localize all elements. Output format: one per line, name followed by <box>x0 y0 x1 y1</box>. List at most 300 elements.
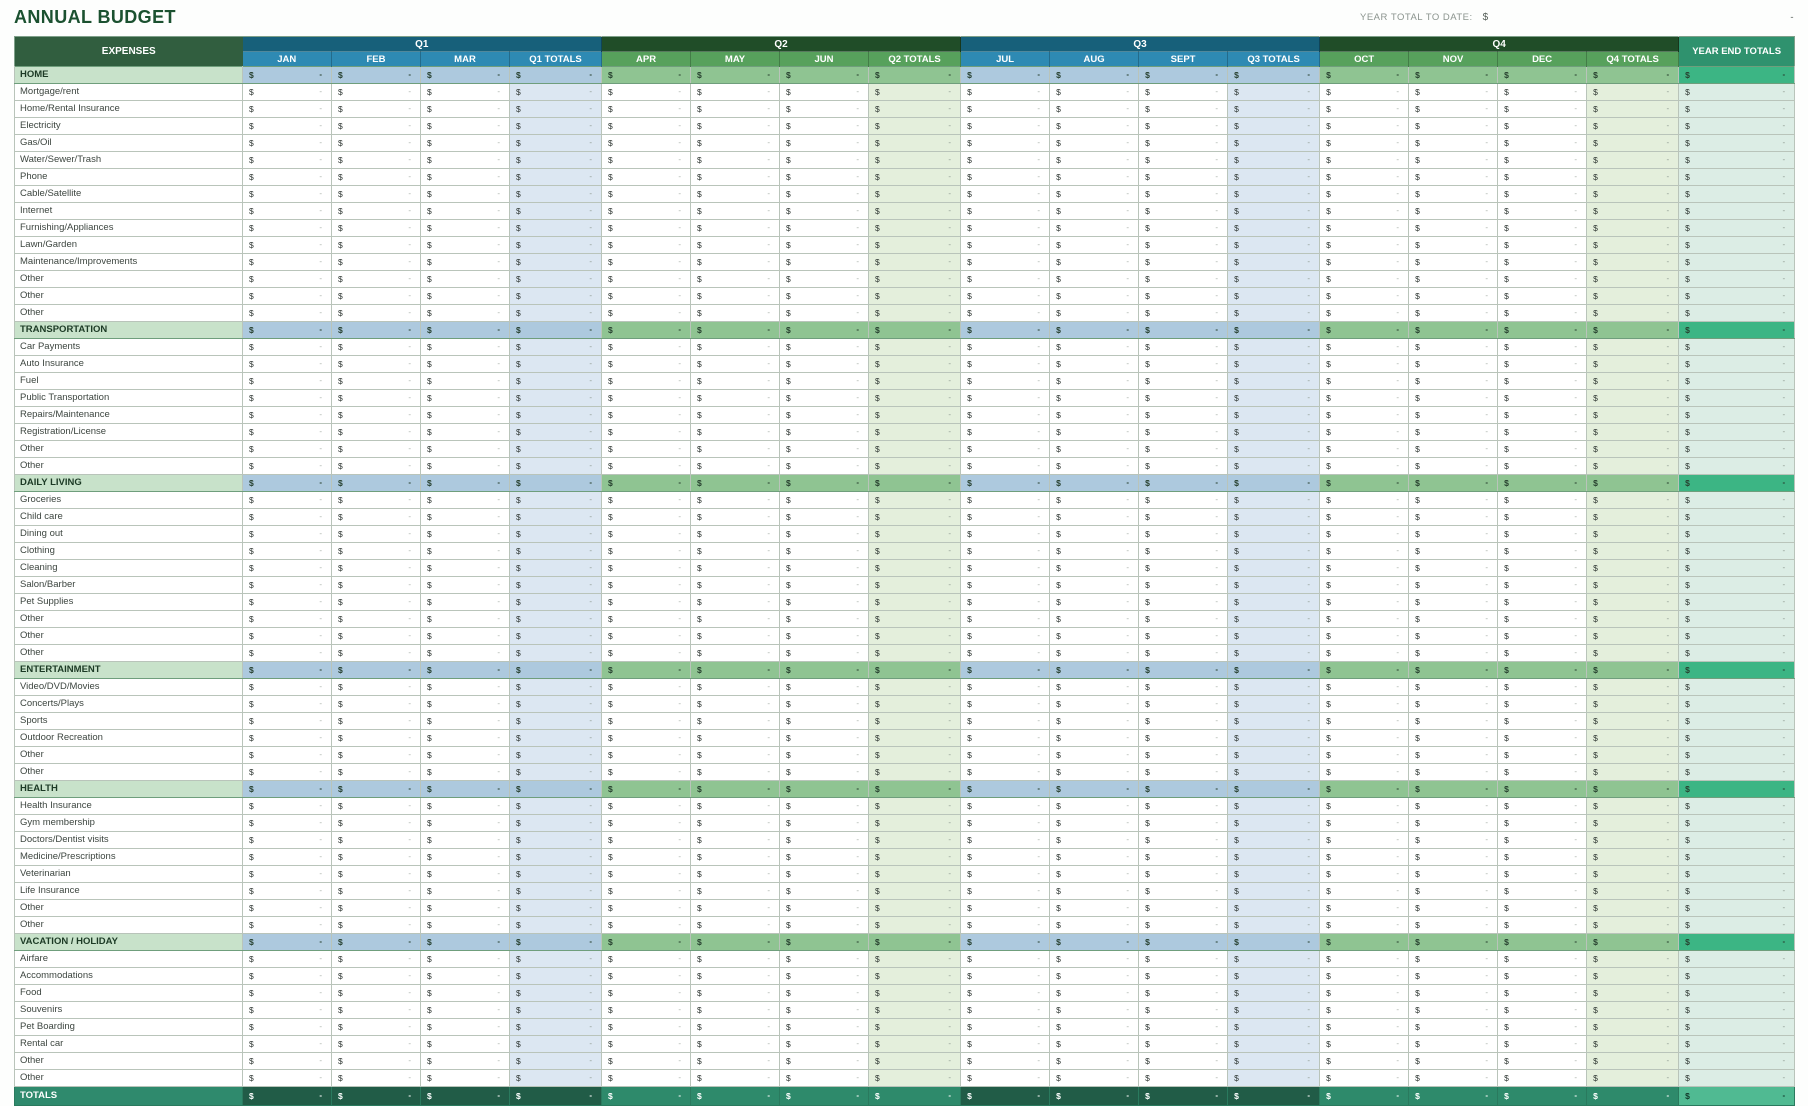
quarter-totals-cell[interactable] <box>510 866 602 883</box>
month-value-cell[interactable] <box>780 373 869 390</box>
month-value-cell[interactable] <box>1050 441 1139 458</box>
grand-total-cell[interactable] <box>1139 1087 1228 1106</box>
quarter-totals-cell[interactable] <box>1228 917 1320 934</box>
month-value-cell[interactable] <box>961 543 1050 560</box>
month-value-cell[interactable] <box>691 135 780 152</box>
year-end-cell[interactable] <box>1679 339 1795 356</box>
quarter-totals-cell[interactable] <box>510 424 602 441</box>
month-value-cell[interactable] <box>961 628 1050 645</box>
month-value-cell[interactable] <box>332 271 421 288</box>
quarter-totals-cell[interactable] <box>510 458 602 475</box>
month-value-cell[interactable] <box>961 237 1050 254</box>
quarter-totals-cell[interactable] <box>510 900 602 917</box>
month-value-cell[interactable] <box>243 1002 332 1019</box>
month-value-cell[interactable] <box>961 101 1050 118</box>
section-value-cell[interactable] <box>1587 662 1679 679</box>
month-value-cell[interactable] <box>243 985 332 1002</box>
month-value-cell[interactable] <box>602 985 691 1002</box>
expense-label[interactable]: Car Payments <box>15 339 243 356</box>
section-value-cell[interactable] <box>1320 322 1409 339</box>
month-value-cell[interactable] <box>332 237 421 254</box>
quarter-totals-cell[interactable] <box>510 356 602 373</box>
quarter-totals-cell[interactable] <box>1587 849 1679 866</box>
quarter-totals-cell[interactable] <box>869 645 961 662</box>
quarter-totals-cell[interactable] <box>869 441 961 458</box>
month-value-cell[interactable] <box>332 169 421 186</box>
month-value-cell[interactable] <box>1498 509 1587 526</box>
quarter-totals-cell[interactable] <box>1228 679 1320 696</box>
year-end-cell[interactable] <box>1679 917 1795 934</box>
month-value-cell[interactable] <box>332 951 421 968</box>
month-value-cell[interactable] <box>780 917 869 934</box>
year-end-cell[interactable] <box>1679 900 1795 917</box>
month-value-cell[interactable] <box>332 1002 421 1019</box>
month-value-cell[interactable] <box>332 135 421 152</box>
month-value-cell[interactable] <box>780 696 869 713</box>
quarter-totals-cell[interactable] <box>510 492 602 509</box>
month-value-cell[interactable] <box>421 509 510 526</box>
expense-label[interactable]: Other <box>15 271 243 288</box>
month-value-cell[interactable] <box>602 798 691 815</box>
expense-label[interactable]: Medicine/Prescriptions <box>15 849 243 866</box>
month-value-cell[interactable] <box>602 866 691 883</box>
quarter-totals-cell[interactable] <box>510 390 602 407</box>
month-value-cell[interactable] <box>1409 985 1498 1002</box>
month-value-cell[interactable] <box>421 1002 510 1019</box>
month-value-cell[interactable] <box>780 220 869 237</box>
section-value-cell[interactable] <box>869 67 961 84</box>
month-value-cell[interactable] <box>1320 424 1409 441</box>
month-value-cell[interactable] <box>1498 203 1587 220</box>
quarter-totals-cell[interactable] <box>1228 152 1320 169</box>
month-value-cell[interactable] <box>961 339 1050 356</box>
month-value-cell[interactable] <box>421 951 510 968</box>
month-value-cell[interactable] <box>421 594 510 611</box>
quarter-totals-cell[interactable] <box>869 968 961 985</box>
month-value-cell[interactable] <box>1320 815 1409 832</box>
month-value-cell[interactable] <box>1409 169 1498 186</box>
month-value-cell[interactable] <box>332 101 421 118</box>
quarter-totals-cell[interactable] <box>869 611 961 628</box>
month-value-cell[interactable] <box>961 985 1050 1002</box>
quarter-totals-cell[interactable] <box>1228 288 1320 305</box>
month-value-cell[interactable] <box>691 951 780 968</box>
month-value-cell[interactable] <box>602 832 691 849</box>
month-value-cell[interactable] <box>1320 1036 1409 1053</box>
quarter-totals-cell[interactable] <box>1228 509 1320 526</box>
month-value-cell[interactable] <box>961 917 1050 934</box>
month-value-cell[interactable] <box>1320 118 1409 135</box>
quarter-totals-cell[interactable] <box>510 815 602 832</box>
month-value-cell[interactable] <box>602 288 691 305</box>
month-value-cell[interactable] <box>780 798 869 815</box>
month-value-cell[interactable] <box>1139 390 1228 407</box>
expense-label[interactable]: Child care <box>15 509 243 526</box>
quarter-totals-cell[interactable] <box>869 220 961 237</box>
section-value-cell[interactable] <box>1228 781 1320 798</box>
month-value-cell[interactable] <box>1409 883 1498 900</box>
quarter-totals-cell[interactable] <box>1587 679 1679 696</box>
section-value-cell[interactable] <box>1498 67 1587 84</box>
month-value-cell[interactable] <box>1409 407 1498 424</box>
month-value-cell[interactable] <box>780 356 869 373</box>
section-value-cell[interactable] <box>243 475 332 492</box>
month-value-cell[interactable] <box>961 407 1050 424</box>
section-value-cell[interactable] <box>1228 67 1320 84</box>
month-value-cell[interactable] <box>961 458 1050 475</box>
month-value-cell[interactable] <box>243 1036 332 1053</box>
month-value-cell[interactable] <box>1139 271 1228 288</box>
month-value-cell[interactable] <box>332 220 421 237</box>
month-value-cell[interactable] <box>961 951 1050 968</box>
quarter-totals-cell[interactable] <box>869 118 961 135</box>
quarter-totals-cell[interactable] <box>1228 407 1320 424</box>
quarter-totals-cell[interactable] <box>1228 356 1320 373</box>
grand-total-cell[interactable] <box>961 1087 1050 1106</box>
month-value-cell[interactable] <box>691 543 780 560</box>
grand-total-cell[interactable] <box>1409 1087 1498 1106</box>
month-value-cell[interactable] <box>780 458 869 475</box>
grand-total-cell[interactable] <box>869 1087 961 1106</box>
month-value-cell[interactable] <box>1498 441 1587 458</box>
month-value-cell[interactable] <box>1050 679 1139 696</box>
month-value-cell[interactable] <box>332 526 421 543</box>
month-value-cell[interactable] <box>1409 611 1498 628</box>
quarter-totals-cell[interactable] <box>1587 713 1679 730</box>
month-value-cell[interactable] <box>1139 543 1228 560</box>
month-value-cell[interactable] <box>1320 577 1409 594</box>
quarter-totals-cell[interactable] <box>869 849 961 866</box>
quarter-totals-cell[interactable] <box>1587 101 1679 118</box>
month-value-cell[interactable] <box>1409 679 1498 696</box>
month-value-cell[interactable] <box>1320 543 1409 560</box>
month-value-cell[interactable] <box>1320 1053 1409 1070</box>
month-value-cell[interactable] <box>1050 866 1139 883</box>
month-value-cell[interactable] <box>1139 220 1228 237</box>
month-value-cell[interactable] <box>602 1070 691 1087</box>
month-value-cell[interactable] <box>332 917 421 934</box>
quarter-totals-cell[interactable] <box>869 526 961 543</box>
month-value-cell[interactable] <box>961 713 1050 730</box>
month-value-cell[interactable] <box>1139 1036 1228 1053</box>
month-value-cell[interactable] <box>1050 968 1139 985</box>
month-value-cell[interactable] <box>602 339 691 356</box>
month-value-cell[interactable] <box>1498 645 1587 662</box>
quarter-totals-cell[interactable] <box>869 152 961 169</box>
month-value-cell[interactable] <box>1320 135 1409 152</box>
quarter-totals-cell[interactable] <box>510 1070 602 1087</box>
month-value-cell[interactable] <box>602 254 691 271</box>
month-value-cell[interactable] <box>1409 84 1498 101</box>
year-end-cell[interactable] <box>1679 509 1795 526</box>
quarter-totals-cell[interactable] <box>1587 1002 1679 1019</box>
month-value-cell[interactable] <box>243 492 332 509</box>
month-value-cell[interactable] <box>691 849 780 866</box>
month-value-cell[interactable] <box>691 288 780 305</box>
quarter-totals-cell[interactable] <box>869 747 961 764</box>
month-value-cell[interactable] <box>1498 169 1587 186</box>
month-value-cell[interactable] <box>1409 254 1498 271</box>
month-value-cell[interactable] <box>1409 1036 1498 1053</box>
month-value-cell[interactable] <box>961 764 1050 781</box>
quarter-totals-cell[interactable] <box>510 373 602 390</box>
month-value-cell[interactable] <box>961 135 1050 152</box>
month-value-cell[interactable] <box>1139 84 1228 101</box>
month-value-cell[interactable] <box>780 288 869 305</box>
month-value-cell[interactable] <box>1050 237 1139 254</box>
month-value-cell[interactable] <box>421 543 510 560</box>
quarter-totals-cell[interactable] <box>869 866 961 883</box>
expense-label[interactable]: Electricity <box>15 118 243 135</box>
section-value-cell[interactable] <box>1228 934 1320 951</box>
section-value-cell[interactable] <box>602 662 691 679</box>
quarter-totals-cell[interactable] <box>510 135 602 152</box>
month-value-cell[interactable] <box>691 815 780 832</box>
quarter-totals-cell[interactable] <box>869 985 961 1002</box>
month-value-cell[interactable] <box>243 339 332 356</box>
quarter-totals-cell[interactable] <box>510 594 602 611</box>
month-value-cell[interactable] <box>1409 271 1498 288</box>
expense-label[interactable]: Maintenance/Improvements <box>15 254 243 271</box>
section-value-cell[interactable] <box>510 475 602 492</box>
month-value-cell[interactable] <box>1498 424 1587 441</box>
month-value-cell[interactable] <box>243 645 332 662</box>
month-value-cell[interactable] <box>332 1053 421 1070</box>
month-value-cell[interactable] <box>1320 713 1409 730</box>
quarter-totals-cell[interactable] <box>510 441 602 458</box>
month-value-cell[interactable] <box>691 1036 780 1053</box>
section-value-cell[interactable] <box>961 781 1050 798</box>
month-value-cell[interactable] <box>780 1070 869 1087</box>
month-value-cell[interactable] <box>1139 849 1228 866</box>
month-value-cell[interactable] <box>780 169 869 186</box>
month-value-cell[interactable] <box>1139 679 1228 696</box>
month-value-cell[interactable] <box>961 679 1050 696</box>
month-value-cell[interactable] <box>602 883 691 900</box>
month-value-cell[interactable] <box>961 492 1050 509</box>
expense-label[interactable]: Other <box>15 764 243 781</box>
month-value-cell[interactable] <box>243 696 332 713</box>
month-value-cell[interactable] <box>602 305 691 322</box>
month-value-cell[interactable] <box>1498 390 1587 407</box>
month-value-cell[interactable] <box>243 543 332 560</box>
quarter-totals-cell[interactable] <box>869 186 961 203</box>
month-value-cell[interactable] <box>780 645 869 662</box>
month-value-cell[interactable] <box>421 237 510 254</box>
month-value-cell[interactable] <box>1139 424 1228 441</box>
section-value-cell[interactable] <box>1320 67 1409 84</box>
month-value-cell[interactable] <box>1320 1070 1409 1087</box>
month-value-cell[interactable] <box>1050 271 1139 288</box>
quarter-totals-cell[interactable] <box>510 152 602 169</box>
month-value-cell[interactable] <box>1498 373 1587 390</box>
month-value-cell[interactable] <box>602 84 691 101</box>
quarter-totals-cell[interactable] <box>510 543 602 560</box>
month-value-cell[interactable] <box>332 339 421 356</box>
month-value-cell[interactable] <box>243 220 332 237</box>
month-value-cell[interactable] <box>780 883 869 900</box>
section-value-cell[interactable] <box>1050 781 1139 798</box>
section-label[interactable]: HOME <box>15 67 243 84</box>
expense-label[interactable]: Other <box>15 900 243 917</box>
expense-label[interactable]: Other <box>15 747 243 764</box>
quarter-totals-cell[interactable] <box>1587 1070 1679 1087</box>
quarter-totals-cell[interactable] <box>510 645 602 662</box>
month-value-cell[interactable] <box>1050 169 1139 186</box>
month-value-cell[interactable] <box>421 713 510 730</box>
quarter-totals-cell[interactable] <box>1587 1053 1679 1070</box>
month-value-cell[interactable] <box>243 407 332 424</box>
month-value-cell[interactable] <box>421 390 510 407</box>
month-value-cell[interactable] <box>1320 1019 1409 1036</box>
month-value-cell[interactable] <box>691 203 780 220</box>
month-value-cell[interactable] <box>243 679 332 696</box>
year-end-cell[interactable] <box>1679 526 1795 543</box>
quarter-totals-cell[interactable] <box>869 288 961 305</box>
quarter-totals-cell[interactable] <box>510 186 602 203</box>
month-value-cell[interactable] <box>602 951 691 968</box>
month-value-cell[interactable] <box>1409 186 1498 203</box>
month-value-cell[interactable] <box>691 458 780 475</box>
month-value-cell[interactable] <box>780 560 869 577</box>
expense-label[interactable]: Cleaning <box>15 560 243 577</box>
month-value-cell[interactable] <box>602 849 691 866</box>
month-value-cell[interactable] <box>1409 815 1498 832</box>
month-value-cell[interactable] <box>1320 390 1409 407</box>
month-value-cell[interactable] <box>1498 798 1587 815</box>
month-value-cell[interactable] <box>961 186 1050 203</box>
month-value-cell[interactable] <box>243 832 332 849</box>
quarter-totals-cell[interactable] <box>1228 135 1320 152</box>
section-value-cell[interactable] <box>961 475 1050 492</box>
month-value-cell[interactable] <box>1320 220 1409 237</box>
month-value-cell[interactable] <box>780 101 869 118</box>
quarter-totals-cell[interactable] <box>1228 458 1320 475</box>
month-value-cell[interactable] <box>1139 152 1228 169</box>
month-value-cell[interactable] <box>691 985 780 1002</box>
month-value-cell[interactable] <box>1498 849 1587 866</box>
grand-total-cell[interactable] <box>691 1087 780 1106</box>
month-value-cell[interactable] <box>243 764 332 781</box>
year-end-cell[interactable] <box>1679 237 1795 254</box>
month-value-cell[interactable] <box>1409 509 1498 526</box>
month-value-cell[interactable] <box>1498 985 1587 1002</box>
month-value-cell[interactable] <box>243 815 332 832</box>
month-value-cell[interactable] <box>1139 135 1228 152</box>
section-value-cell[interactable] <box>1409 934 1498 951</box>
month-value-cell[interactable] <box>1139 509 1228 526</box>
month-value-cell[interactable] <box>243 713 332 730</box>
month-value-cell[interactable] <box>1050 203 1139 220</box>
quarter-totals-cell[interactable] <box>1587 254 1679 271</box>
quarter-totals-cell[interactable] <box>1587 628 1679 645</box>
month-value-cell[interactable] <box>691 713 780 730</box>
quarter-totals-cell[interactable] <box>869 560 961 577</box>
month-value-cell[interactable] <box>243 611 332 628</box>
expense-label[interactable]: Accommodations <box>15 968 243 985</box>
quarter-totals-cell[interactable] <box>869 679 961 696</box>
month-value-cell[interactable] <box>691 832 780 849</box>
month-value-cell[interactable] <box>1050 118 1139 135</box>
month-value-cell[interactable] <box>602 458 691 475</box>
month-value-cell[interactable] <box>1139 832 1228 849</box>
month-value-cell[interactable] <box>961 390 1050 407</box>
month-value-cell[interactable] <box>1050 305 1139 322</box>
month-value-cell[interactable] <box>961 220 1050 237</box>
month-value-cell[interactable] <box>961 373 1050 390</box>
month-value-cell[interactable] <box>691 730 780 747</box>
month-value-cell[interactable] <box>961 169 1050 186</box>
quarter-totals-cell[interactable] <box>1228 645 1320 662</box>
month-value-cell[interactable] <box>421 900 510 917</box>
month-value-cell[interactable] <box>1139 254 1228 271</box>
month-value-cell[interactable] <box>243 577 332 594</box>
quarter-totals-cell[interactable] <box>1228 866 1320 883</box>
section-year-end-cell[interactable] <box>1679 781 1795 798</box>
month-value-cell[interactable] <box>1498 271 1587 288</box>
month-value-cell[interactable] <box>1498 339 1587 356</box>
month-value-cell[interactable] <box>1139 118 1228 135</box>
expense-label[interactable]: Rental car <box>15 1036 243 1053</box>
year-end-cell[interactable] <box>1679 458 1795 475</box>
quarter-totals-cell[interactable] <box>869 628 961 645</box>
month-value-cell[interactable] <box>421 186 510 203</box>
month-value-cell[interactable] <box>691 594 780 611</box>
quarter-totals-cell[interactable] <box>869 696 961 713</box>
month-value-cell[interactable] <box>421 577 510 594</box>
quarter-totals-cell[interactable] <box>869 271 961 288</box>
year-end-cell[interactable] <box>1679 968 1795 985</box>
month-value-cell[interactable] <box>332 611 421 628</box>
month-value-cell[interactable] <box>691 628 780 645</box>
section-value-cell[interactable] <box>780 322 869 339</box>
section-value-cell[interactable] <box>1228 662 1320 679</box>
month-value-cell[interactable] <box>1409 390 1498 407</box>
quarter-totals-cell[interactable] <box>510 577 602 594</box>
year-end-cell[interactable] <box>1679 407 1795 424</box>
month-value-cell[interactable] <box>602 764 691 781</box>
section-value-cell[interactable] <box>780 475 869 492</box>
quarter-totals-cell[interactable] <box>510 220 602 237</box>
grand-total-cell[interactable] <box>1320 1087 1409 1106</box>
month-value-cell[interactable] <box>332 1036 421 1053</box>
month-value-cell[interactable] <box>1320 373 1409 390</box>
month-value-cell[interactable] <box>780 1053 869 1070</box>
expense-label[interactable]: Other <box>15 288 243 305</box>
section-value-cell[interactable] <box>1409 475 1498 492</box>
month-value-cell[interactable] <box>1139 577 1228 594</box>
month-value-cell[interactable] <box>332 118 421 135</box>
year-end-cell[interactable] <box>1679 849 1795 866</box>
month-value-cell[interactable] <box>1409 866 1498 883</box>
month-value-cell[interactable] <box>780 628 869 645</box>
month-value-cell[interactable] <box>602 968 691 985</box>
month-value-cell[interactable] <box>1139 441 1228 458</box>
section-value-cell[interactable] <box>961 662 1050 679</box>
year-end-cell[interactable] <box>1679 696 1795 713</box>
section-value-cell[interactable] <box>869 662 961 679</box>
month-value-cell[interactable] <box>421 135 510 152</box>
expense-label[interactable]: Dining out <box>15 526 243 543</box>
month-value-cell[interactable] <box>961 594 1050 611</box>
expense-label[interactable]: Clothing <box>15 543 243 560</box>
month-value-cell[interactable] <box>1139 560 1228 577</box>
quarter-totals-cell[interactable] <box>1587 118 1679 135</box>
month-value-cell[interactable] <box>243 356 332 373</box>
quarter-totals-cell[interactable] <box>1228 985 1320 1002</box>
section-value-cell[interactable] <box>421 67 510 84</box>
month-value-cell[interactable] <box>1498 577 1587 594</box>
